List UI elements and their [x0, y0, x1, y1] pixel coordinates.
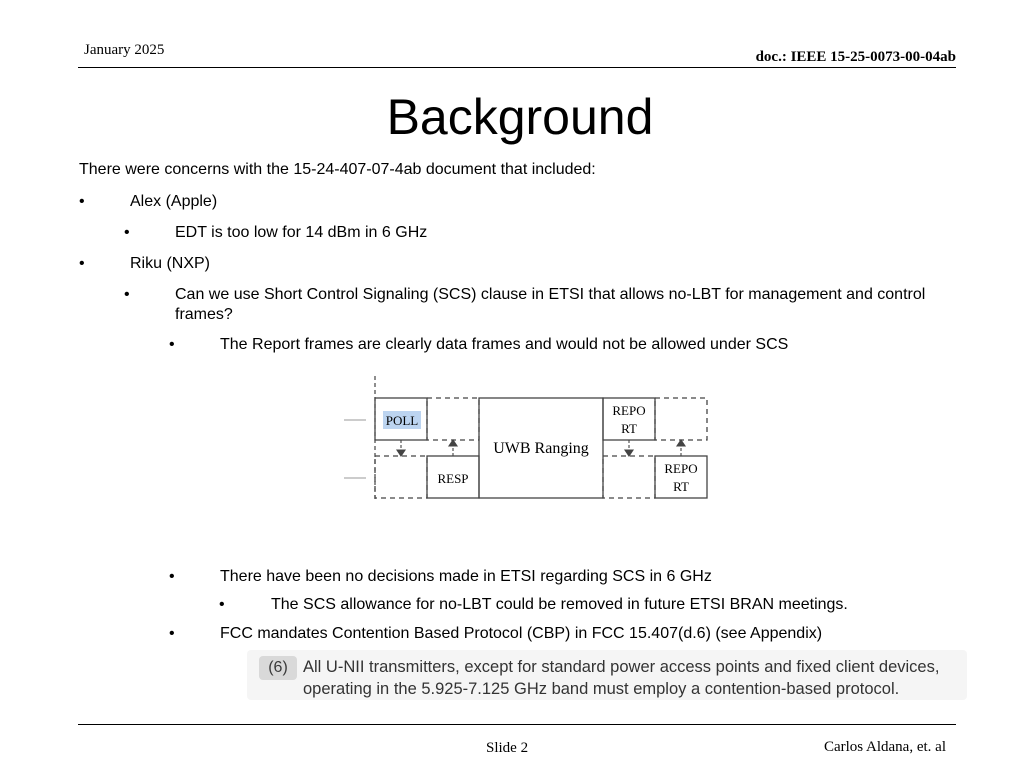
resp-label: RESP	[437, 471, 469, 486]
diagram-slot	[375, 456, 427, 498]
bullet-dot: •	[124, 224, 130, 241]
bullet-text: The Report frames are clearly data frames and would not be allowed under SCS	[220, 336, 789, 353]
bullet-text: Riku (NXP)	[130, 255, 211, 272]
footer-divider	[78, 724, 956, 725]
slide-number: Slide 2	[486, 740, 529, 756]
arrow-head	[449, 440, 457, 446]
diagram-slot	[427, 398, 479, 440]
bullet-text: Alex (Apple)	[130, 193, 218, 210]
bullet-text: The SCS allowance for no-LBT could be removed in future ETSI BRAN meetings.	[271, 596, 848, 613]
bullet-text: FCC mandates Contention Based Protocol (CBP) in FCC 15.407(d.6) (see Appendix)	[220, 625, 823, 642]
poll-label: POLL	[385, 413, 419, 428]
bullet-dot: •	[219, 596, 225, 613]
report-bottom-label-1: REPO	[664, 461, 698, 476]
intro-text: There were concerns with the 15-24-407-07-4ab document that included:	[79, 161, 596, 178]
report-bottom-label-2: RT	[673, 479, 689, 494]
header-divider	[78, 67, 956, 68]
bullet-text: There have been no decisions made in ETSI regarding SCS in 6 GHz	[220, 568, 712, 585]
bullet-dot: •	[169, 625, 175, 642]
slide-title: Background	[386, 89, 654, 145]
header-doc-id: doc.: IEEE 15-25-0073-00-04ab	[755, 49, 956, 65]
fcc-quote-text: All U-NII transmitters, except for standard power access points and fixed client devices, operating in the 5.925-7.125 GHz band must employ a contention-based protocol.	[303, 658, 940, 698]
uwb-ranging-diagram	[330, 370, 720, 510]
report-top-label-2: RT	[621, 421, 637, 436]
header-date: January 2025	[84, 42, 165, 58]
arrow-head	[397, 450, 405, 456]
bullet-text: Can we use Short Control Signaling (SCS) clause in ETSI that allows no-LBT for management and control frames?	[175, 286, 926, 323]
uwb-ranging-label: UWB Ranging	[493, 440, 589, 457]
bullet-dot: •	[169, 336, 175, 353]
fcc-quote-number: (6)	[259, 656, 297, 680]
bullet-dot: •	[169, 568, 175, 585]
bullet-dot: •	[79, 193, 85, 210]
diagram-slot	[603, 456, 655, 498]
arrow-head	[625, 450, 633, 456]
bullet-dot: •	[79, 255, 85, 272]
footer-author: Carlos Aldana, et. al	[823, 739, 946, 755]
diagram-slot	[655, 398, 707, 440]
bullet-text: EDT is too low for 14 dBm in 6 GHz	[175, 224, 428, 241]
arrow-head	[677, 440, 685, 446]
report-top-label-1: REPO	[612, 403, 646, 418]
bullet-dot: •	[124, 286, 130, 303]
